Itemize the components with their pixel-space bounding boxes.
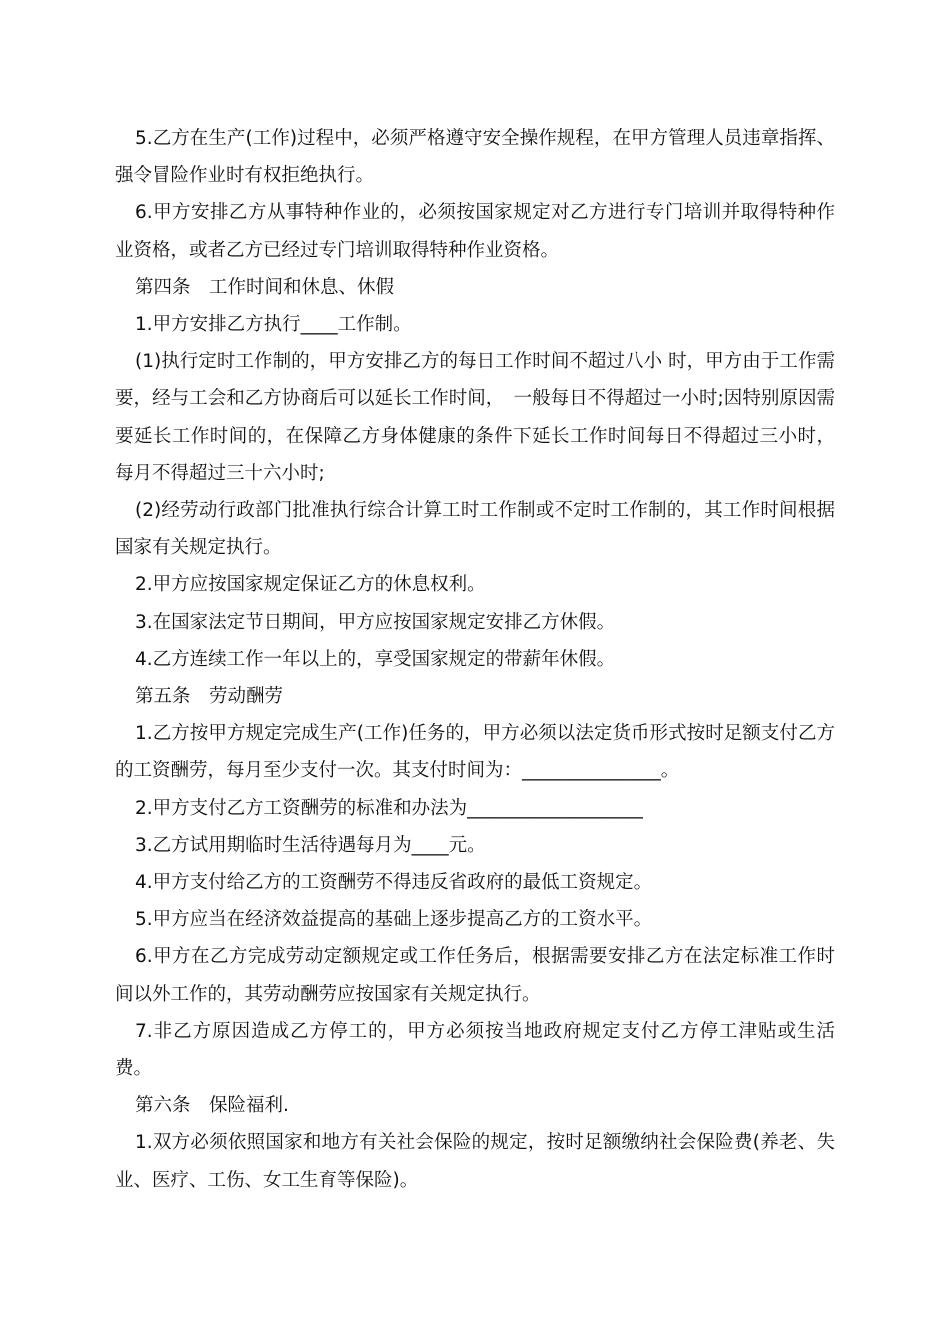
article-6-heading: 第六条 保险福利. xyxy=(135,1095,289,1117)
paragraph-overtime-pay: 6.甲方在乙方完成劳动定额规定或工作任务后，根据需要安排乙方在法定标准工作时间以外工作的，其劳动酬劳应按国家有关规定执行。 xyxy=(115,946,835,1005)
paragraph-special-operations: 6.甲方安排乙方从事特种作业的，必须按国家规定对乙方进行专门培训并取得特种作业资格，或者乙方已经过专门培训取得特种作业资格。 xyxy=(115,202,835,261)
paragraph-rest-rights: 2.甲方应按国家规定保证乙方的休息权利。 xyxy=(135,574,486,596)
paragraph-wage-payment: 1.乙方按甲方规定完成生产(工作)任务的，甲方必须以法定货币形式按时足额支付乙方的工资酬劳，每月至少支付一次。其支付时间为：_______________。 xyxy=(115,723,835,782)
paragraph-probation-pay: 3.乙方试用期临时生活待遇每月为____元。 xyxy=(135,834,486,856)
paragraph-social-insurance: 1.双方必须依照国家和地方有关社会保险的规定，按时足额缴纳社会保险费(养老、失业、医疗、工伤、女工生育等保险)。 xyxy=(115,1132,835,1191)
paragraph-annual-leave: 4.乙方连续工作一年以上的，享受国家规定的带薪年休假。 xyxy=(135,648,616,670)
paragraph-stoppage-pay: 7.非乙方原因造成乙方停工的，甲方必须按当地政府规定支付乙方停工津贴或生活费。 xyxy=(115,1020,835,1080)
article-5-heading: 第五条 劳动酬劳 xyxy=(135,686,284,708)
paragraph-minimum-wage: 4.甲方支付给乙方的工资酬劳不得违反省政府的最低工资规定。 xyxy=(135,872,653,894)
article-4-heading: 第四条 工作时间和休息、休假 xyxy=(135,276,395,298)
paragraph-wage-growth: 5.甲方应当在经济效益提高的基础上逐步提高乙方的工资水平。 xyxy=(135,909,653,931)
paragraph-flexible-hours: (2)经劳动行政部门批准执行综合计算工时工作制或不定时工作制的，其工作时间根据国家有关规定执行。 xyxy=(115,500,835,559)
paragraph-wage-standard: 2.甲方支付乙方工资酬劳的标准和办法为___________________ xyxy=(135,797,643,819)
paragraph-safety-rules: 5.乙方在生产(工作)过程中，必须严格遵守安全操作规程，在甲方管理人员违章指挥、强令冒险作业时有权拒绝执行。 xyxy=(115,128,835,187)
paragraph-standard-hours: (1)执行定时工作制的，甲方安排乙方的每日工作时间不超过八小 时，甲方由于工作需要，经与工会和乙方协商后可以延长工作时间， 一般每日不得超过一小时;因特别原因需要延长工作时间的，在保障乙方身体健康的条件下延长工作时间每日不得超过三小时，每月不得超过三十六小时; xyxy=(115,351,835,484)
paragraph-holidays: 3.在国家法定节日期间，甲方应按国家规定安排乙方休假。 xyxy=(135,611,616,633)
paragraph-work-system: 1.甲方安排乙方执行____工作制。 xyxy=(135,314,412,336)
document-body xyxy=(115,120,835,1199)
